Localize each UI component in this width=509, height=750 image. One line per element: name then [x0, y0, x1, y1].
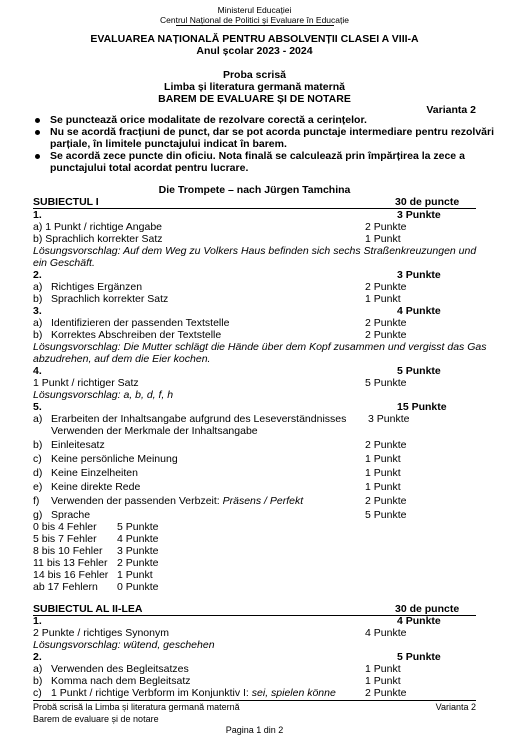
page-number: Pagina 1 din 2: [225, 725, 284, 735]
footer-scheme: Barem de evaluare și de notare: [33, 714, 159, 724]
question-points: 15 Punkte: [397, 401, 447, 413]
rule-line: punctajului total acordat pentru lucrare.: [50, 162, 249, 174]
question-number: 5.: [33, 401, 42, 413]
section-points: 30 de puncte: [395, 196, 460, 208]
criterion-text: Verwenden der Merkmale der Inhaltsangabe: [51, 425, 258, 437]
criterion-points: 2 Punkte: [365, 329, 407, 341]
criterion-points: 2 Punkte: [365, 281, 407, 293]
criterion-text: Keine persönliche Meinung: [51, 453, 178, 465]
criterion-text: Korrektes Abschreiben der Textstelle: [51, 329, 222, 341]
criterion-letter: b): [33, 439, 43, 451]
error-range: 11 bis 13 Fehler: [33, 557, 108, 569]
bullet-icon: [35, 130, 40, 135]
error-range: 8 bis 10 Fehler: [33, 545, 103, 557]
criterion-text: Sprachlich korrekter Satz: [51, 293, 169, 305]
footer-exam: Probă scrisă la Limba și literatura germană maternă: [33, 702, 240, 712]
criterion-text-italic: Präsens / Perfekt: [222, 495, 304, 507]
error-points: 1 Punkt: [117, 569, 153, 581]
criterion-text-italic: sei, spielen könne: [251, 687, 336, 699]
criterion-letter: a): [33, 663, 43, 675]
header-underline: [176, 25, 334, 26]
criterion-points: 3 Punkte: [368, 413, 410, 425]
solution-text: Lösungsvorschlag: a, b, d, f, h: [33, 389, 174, 401]
question-number: 2.: [33, 269, 42, 281]
criterion-letter: g): [33, 509, 43, 521]
criterion-letter: f): [33, 495, 40, 507]
error-range: 5 bis 7 Fehler: [33, 533, 97, 545]
criterion-letter: a): [33, 281, 43, 293]
question-number: 3.: [33, 305, 42, 317]
error-range: 14 bis 16 Fehler: [33, 569, 109, 581]
question-points: 5 Punkte: [397, 365, 441, 377]
error-points: 0 Punkte: [117, 581, 159, 593]
criterion-text: Richtiges Ergänzen: [51, 281, 143, 293]
error-points: 5 Punkte: [117, 521, 159, 533]
rule-line: Se acordă zece puncte din oficiu. Nota finală se calculează prin împărțirea la zece a: [50, 150, 465, 162]
bullet-icon: [35, 118, 40, 123]
criterion-points: 2 Punkte: [365, 439, 407, 451]
solution-text: Lösungsvorschlag: Auf dem Weg zu Volkers Haus befinden sich sechs Straßenkreuzungen und: [33, 245, 477, 257]
criterion-points: 5 Punkte: [365, 509, 407, 521]
question-points: 3 Punkte: [397, 269, 441, 281]
criterion-text: a) 1 Punkt / richtige Angabe: [33, 221, 162, 233]
criterion-text: Erarbeiten der Inhaltsangabe aufgrund des Leseverständnisses: [51, 413, 347, 425]
exam-title: EVALUAREA NAȚIONALĂ PENTRU ABSOLVENȚII CLASEI A VIII-A: [90, 33, 419, 45]
ministry-name: Ministerul Educației: [217, 5, 292, 15]
school-year: Anul școlar 2023 - 2024: [196, 45, 313, 57]
criterion-points: 1 Punkt: [365, 675, 401, 687]
variant-label: Varianta 2: [426, 104, 476, 116]
criterion-text: [51, 687, 336, 699]
scheme-title: BAREM DE EVALUARE ȘI DE NOTARE: [158, 93, 351, 105]
criterion-points: 2 Punkte: [365, 495, 407, 507]
section-title: SUBIECTUL I: [33, 196, 99, 208]
error-points: 2 Punkte: [117, 557, 159, 569]
criterion-text: Einleitesatz: [51, 439, 105, 451]
criterion-points: 1 Punkt: [365, 663, 401, 675]
criterion-text: 1 Punkt / richtiger Satz: [33, 377, 139, 389]
criterion-points: 1 Punkt: [365, 467, 401, 479]
criterion-letter: a): [33, 317, 43, 329]
solution-text: Lösungsvorschlag: Die Mutter schlägt die Hände über dem Kopf zusammen und vergisst das Gas: [33, 341, 487, 353]
rule-line: parțiale, în limitele punctajului indicat în barem.: [50, 138, 287, 150]
footer-variant: Varianta 2: [435, 702, 476, 712]
solution-text: ein Geschäft.: [33, 257, 95, 269]
criterion-text: Komma nach dem Begleitsatz: [51, 675, 191, 687]
criterion-points: 1 Punkt: [365, 481, 401, 493]
criterion-text: Keine Einzelheiten: [51, 467, 138, 479]
solution-text: Lösungsvorschlag: wütend, geschehen: [33, 639, 215, 651]
criterion-text-plain: 1 Punkt / richtige Verbform im Konjunktiv I:: [51, 687, 252, 699]
section-points: 30 de puncte: [395, 603, 460, 615]
criterion-letter: b): [33, 329, 43, 341]
question-points: 4 Punkte: [397, 305, 441, 317]
question-number: 2.: [33, 651, 42, 663]
error-range: 0 bis 4 Fehler: [33, 521, 97, 533]
error-points: 4 Punkte: [117, 533, 159, 545]
rule-line: Se punctează orice modalitate de rezolvare corectă a cerințelor.: [50, 114, 367, 126]
criterion-text: Identifizieren der passenden Textstelle: [51, 317, 230, 329]
bullet-icon: [35, 154, 40, 159]
error-points: 3 Punkte: [117, 545, 159, 557]
criterion-text: b) Sprachlich korrekter Satz: [33, 233, 163, 245]
section-title: SUBIECTUL AL II-LEA: [33, 603, 143, 615]
text-title: Die Trompete – nach Jürgen Tamchina: [158, 184, 351, 196]
criterion-points: 4 Punkte: [365, 627, 407, 639]
criterion-points: 2 Punkte: [365, 687, 407, 699]
question-number: 4.: [33, 365, 42, 377]
criterion-letter: d): [33, 467, 43, 479]
criterion-points: 1 Punkt: [365, 453, 401, 465]
criterion-text: [51, 495, 303, 507]
criterion-letter: c): [33, 687, 42, 699]
criterion-points: 1 Punkt: [365, 293, 401, 305]
criterion-points: 2 Punkte: [365, 317, 407, 329]
criterion-letter: b): [33, 675, 43, 687]
criterion-letter: b): [33, 293, 43, 305]
criterion-letter: e): [33, 481, 43, 493]
criterion-text: Sprache: [51, 509, 91, 521]
rule-line: Nu se acordă fracțiuni de punct, dar se pot acorda punctaje intermediare pentru rezolvări: [50, 126, 495, 138]
criterion-points: 1 Punkt: [365, 233, 401, 245]
criterion-letter: a): [33, 413, 43, 425]
subject-name: Limba și literatura germană maternă: [164, 81, 345, 93]
question-number: 1.: [33, 615, 42, 627]
question-points: 4 Punkte: [397, 615, 441, 627]
criterion-text: Verwenden des Begleitsatzes: [51, 663, 189, 675]
center-name: Centrul Național de Politici și Evaluare în Educație: [160, 15, 349, 25]
criterion-text: Keine direkte Rede: [51, 481, 141, 493]
criterion-text: 2 Punkte / richtiges Synonym: [33, 627, 169, 639]
question-number: 1.: [33, 209, 42, 221]
criterion-letter: c): [33, 453, 42, 465]
question-points: 3 Punkte: [397, 209, 441, 221]
footer-divider: [33, 700, 476, 701]
solution-text: abzudrehen, auf dem die Eier kochen.: [33, 353, 211, 365]
exam-type: Proba scrisă: [222, 69, 287, 81]
error-range: ab 17 Fehlern: [33, 581, 98, 593]
criterion-points: 5 Punkte: [365, 377, 407, 389]
criterion-text-plain: Verwenden der passenden Verbzeit:: [51, 495, 223, 507]
question-points: 5 Punkte: [397, 651, 441, 663]
criterion-points: 2 Punkte: [365, 221, 407, 233]
